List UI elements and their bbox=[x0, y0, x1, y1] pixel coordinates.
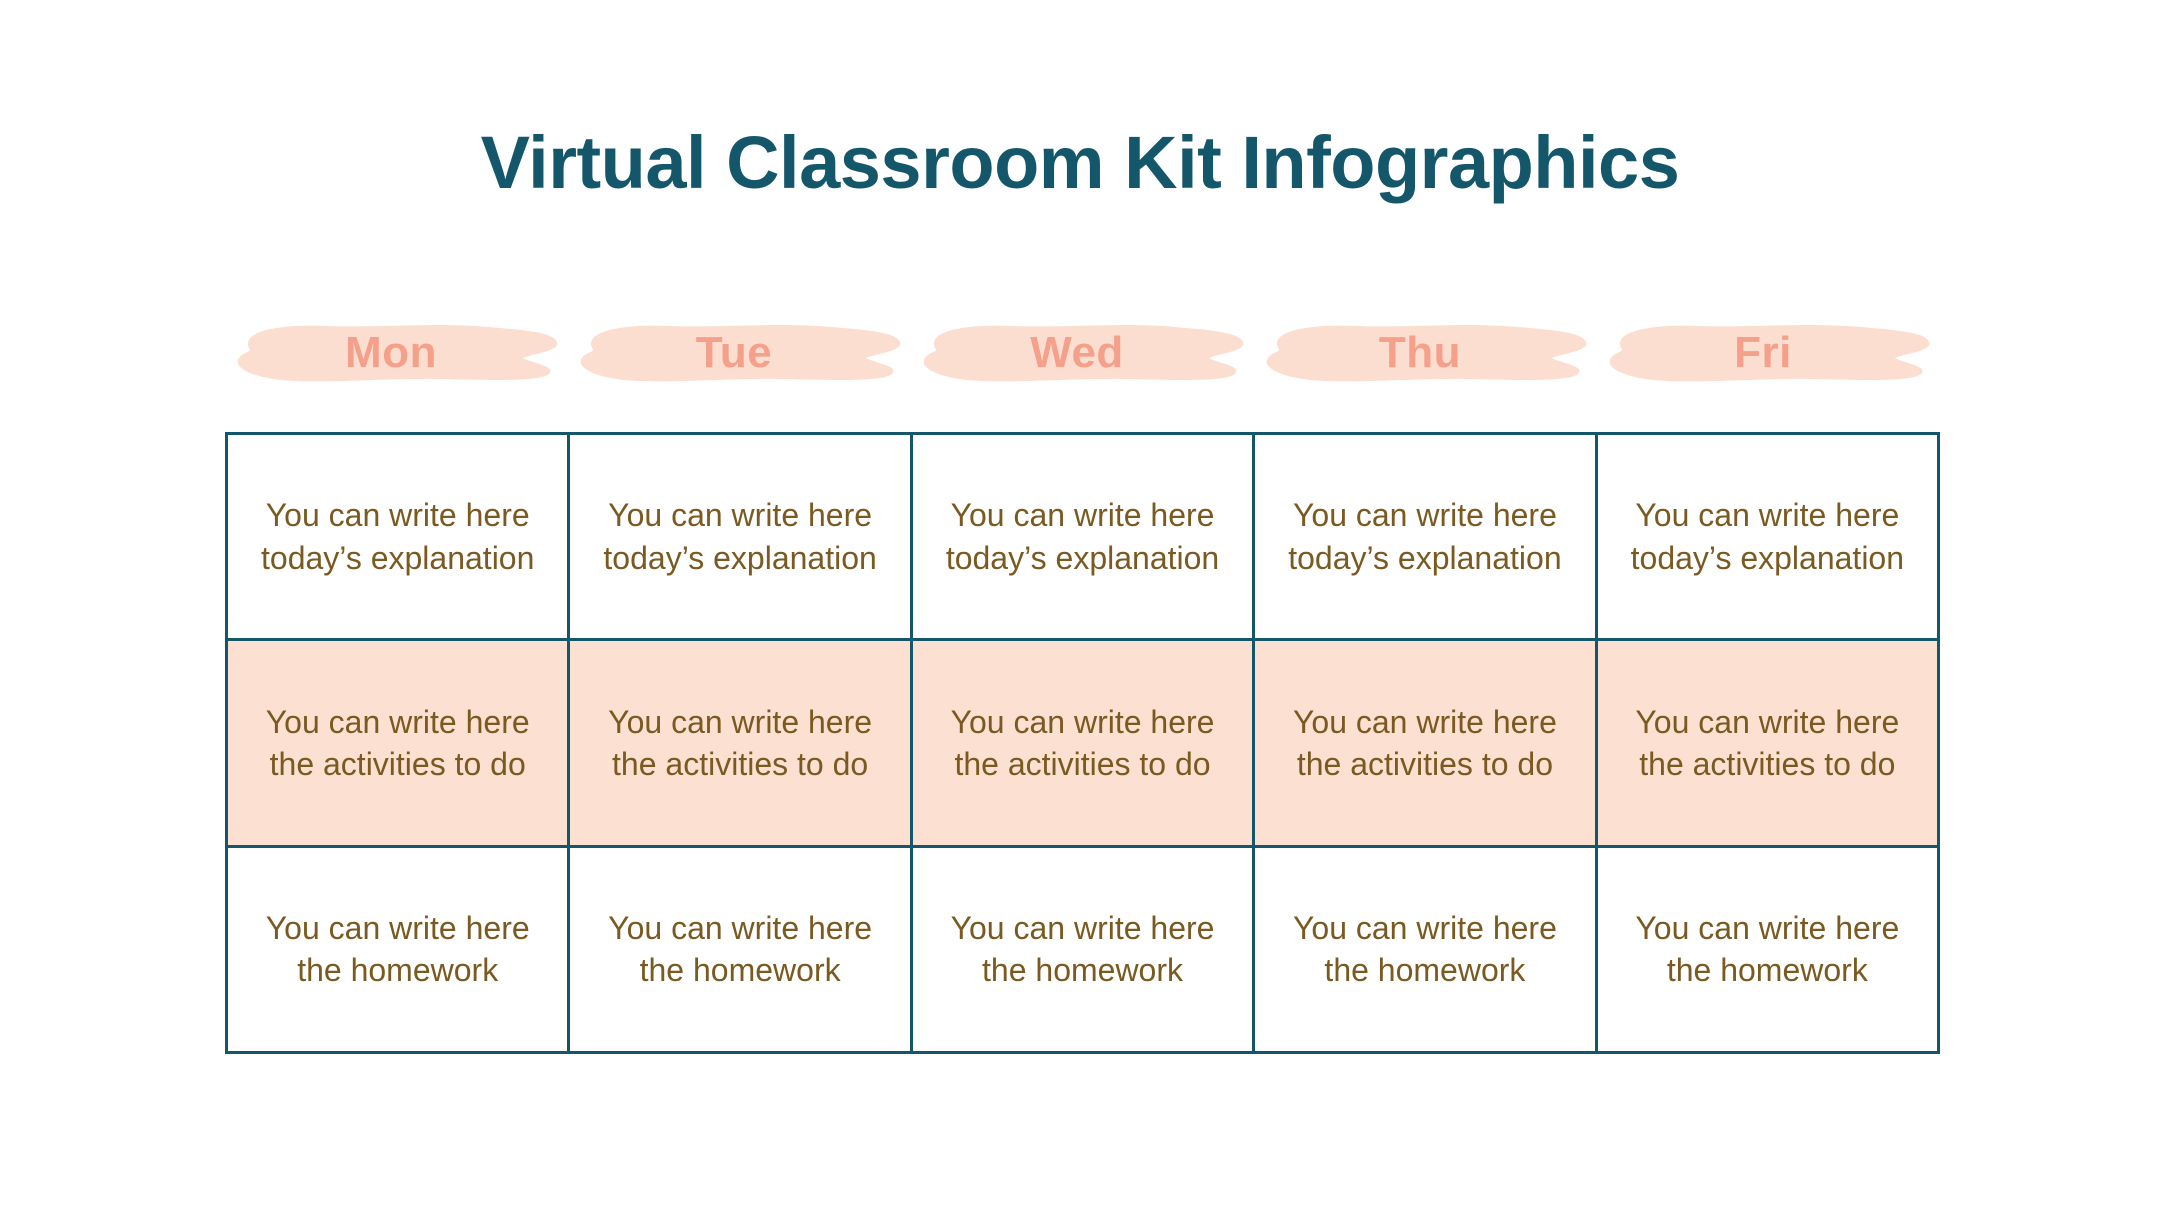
cell-explanation-mon[interactable]: You can write here today’s explanation bbox=[261, 497, 535, 576]
cell-explanation-fri[interactable]: You can write here today’s explanation bbox=[1595, 435, 1937, 638]
cell-homework-wed[interactable]: You can write here the homework bbox=[910, 848, 1252, 1051]
table-row bbox=[228, 435, 1937, 638]
table-row bbox=[228, 845, 1937, 1051]
day-header-fri[interactable] bbox=[1597, 312, 1940, 394]
day-label: Fri bbox=[1734, 328, 1792, 377]
cell-activities-mon[interactable]: You can write here the activities to do bbox=[265, 703, 530, 782]
cell-homework-fri[interactable]: You can write here the homework bbox=[1595, 848, 1937, 1051]
cell-homework-tue[interactable]: You can write here the homework bbox=[567, 848, 909, 1051]
day-header-tue[interactable] bbox=[568, 312, 911, 394]
table-row bbox=[228, 638, 1937, 844]
day-label: Wed bbox=[1030, 328, 1124, 377]
day-header-thu[interactable] bbox=[1254, 312, 1597, 394]
day-label: Tue bbox=[695, 328, 773, 377]
cell-explanation-wed[interactable]: You can write here today’s explanation bbox=[910, 435, 1252, 638]
day-label: Mon bbox=[345, 328, 437, 377]
day-header-mon[interactable] bbox=[225, 312, 568, 394]
day-header-row bbox=[225, 312, 1940, 394]
day-label: Thu bbox=[1378, 328, 1462, 377]
page-title: Virtual Classroom Kit Infographics bbox=[480, 121, 1680, 204]
cell-activities-tue[interactable]: You can write here the activities to do bbox=[567, 641, 909, 844]
weekly-schedule-table bbox=[225, 432, 1940, 1054]
cell-homework-mon[interactable]: You can write here the homework bbox=[265, 910, 530, 989]
cell-activities-wed[interactable]: You can write here the activities to do bbox=[910, 641, 1252, 844]
day-header-wed[interactable] bbox=[911, 312, 1254, 394]
cell-homework-thu[interactable]: You can write here the homework bbox=[1252, 848, 1594, 1051]
cell-explanation-tue[interactable]: You can write here today’s explanation bbox=[567, 435, 909, 638]
cell-activities-thu[interactable]: You can write here the activities to do bbox=[1252, 641, 1594, 844]
cell-explanation-thu[interactable]: You can write here today’s explanation bbox=[1252, 435, 1594, 638]
cell-activities-fri[interactable]: You can write here the activities to do bbox=[1595, 641, 1937, 844]
